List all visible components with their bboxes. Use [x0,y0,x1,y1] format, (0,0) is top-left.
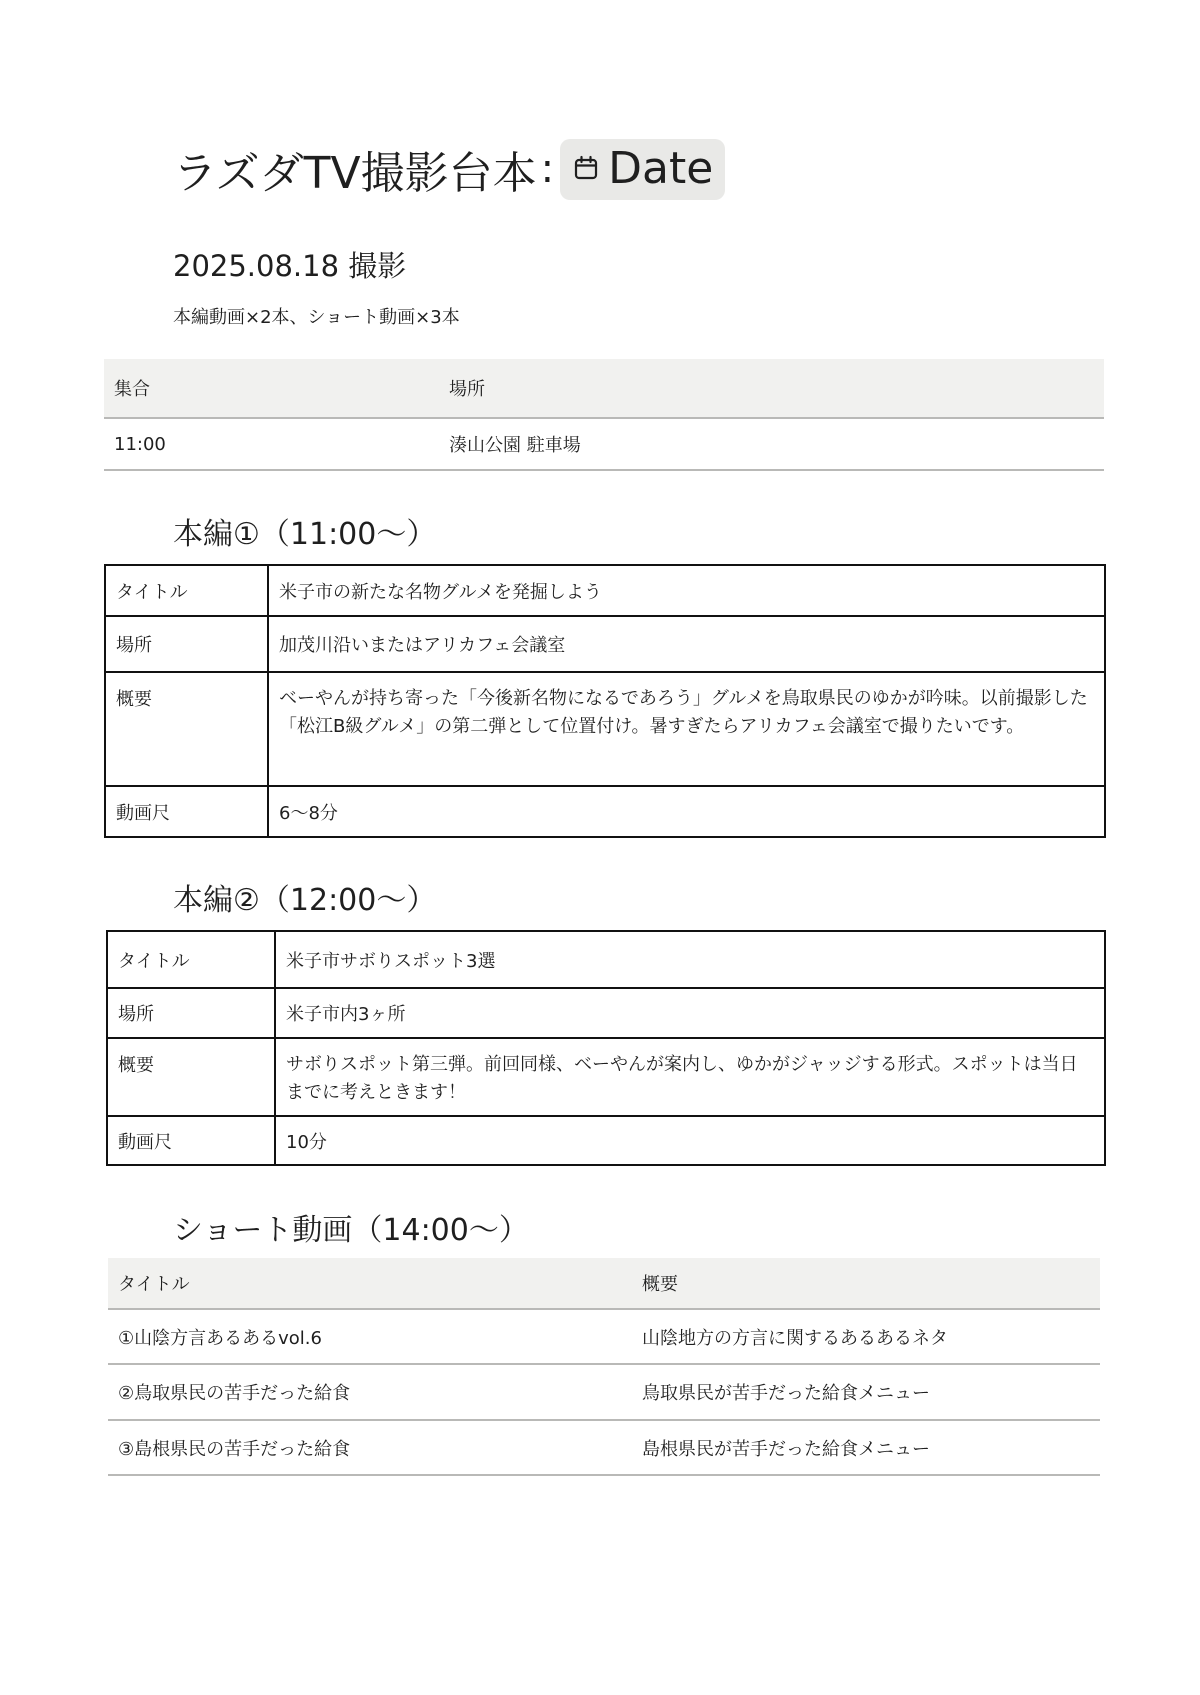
episode2-value-summary: サボりスポット第三弾。前回同様、ベーやんが案内し、ゆかがジャッジする形式。スポットは当日までに考えときます！ [275,1038,1105,1116]
shorts-table [108,1258,1100,1476]
meeting-table [104,359,1104,471]
short2-summary: 鳥取県民が苦手だった給食メニュー [632,1364,1100,1420]
episode1-label-length: 動画尺 [105,786,268,837]
episode1-table [104,564,1106,838]
meeting-header-time: 集合 [104,359,439,418]
episode2-value-title: 米子市サボりスポット3選 [275,931,1105,988]
date-property-chip[interactable] [560,139,725,200]
episode2-heading: 本編②（12:00～） [173,883,437,918]
short3-summary: 島根県民が苦手だった給食メニュー [632,1420,1100,1475]
table-row [107,988,1105,1038]
table-row [105,786,1105,837]
episode2-label-length: 動画尺 [107,1116,275,1165]
meeting-place: 湊山公園 駐車場 [439,418,1104,470]
episode1-label-summary: 概要 [105,672,268,786]
table-row [107,1038,1105,1116]
date-chip-label: Date [608,142,714,194]
shoot-summary: 本編動画×2本、ショート動画×3本 [173,307,460,328]
shorts-heading: ショート動画（14:00～） [173,1213,529,1248]
short1-summary: 山陰地方の方言に関するあるあるネタ [632,1309,1100,1364]
meeting-header-place: 場所 [439,359,1104,418]
meeting-time: 11:00 [104,418,439,470]
calendar-icon [572,154,600,182]
table-row [105,616,1105,672]
table-row [108,1364,1100,1420]
table-row [105,672,1105,786]
page-title-row [173,128,725,210]
shorts-header-title: タイトル [108,1258,632,1309]
shorts-header-summary: 概要 [632,1258,1100,1309]
title-separator: : [540,146,555,192]
short2-title: ②鳥取県民の苦手だった給食 [108,1364,632,1420]
episode2-label-title: タイトル [107,931,275,988]
table-row [107,931,1105,988]
short1-title: ①山陰方言あるあるvol.6 [108,1309,632,1364]
table-row [107,1116,1105,1165]
page-title: ラズダTV撮影台本 [173,148,537,199]
episode2-label-place: 場所 [107,988,275,1038]
table-row [108,1420,1100,1475]
episode2-value-length: 10分 [275,1116,1105,1165]
episode1-value-length: 6～8分 [268,786,1105,837]
episode1-value-summary: ベーやんが持ち寄った「今後新名物になるであろう」グルメを鳥取県民のゆかが吟味。以前撮影した「松江B級グルメ」の第二弾として位置付け。暑すぎたらアリカフェ会議室で撮りたいです。 [268,672,1105,786]
episode1-value-title: 米子市の新たな名物グルメを発掘しよう [268,565,1105,616]
short3-title: ③島根県民の苦手だった給食 [108,1420,632,1475]
episode1-label-title: タイトル [105,565,268,616]
episode2-table [106,930,1106,1166]
table-row [105,565,1105,616]
table-row [108,1309,1100,1364]
episode1-value-place: 加茂川沿いまたはアリカフェ会議室 [268,616,1105,672]
episode2-label-summary: 概要 [107,1038,275,1116]
episode1-label-place: 場所 [105,616,268,672]
episode1-heading: 本編①（11:00～） [173,517,437,552]
shoot-date-heading: 2025.08.18 撮影 [173,249,407,283]
episode2-value-place: 米子市内3ヶ所 [275,988,1105,1038]
